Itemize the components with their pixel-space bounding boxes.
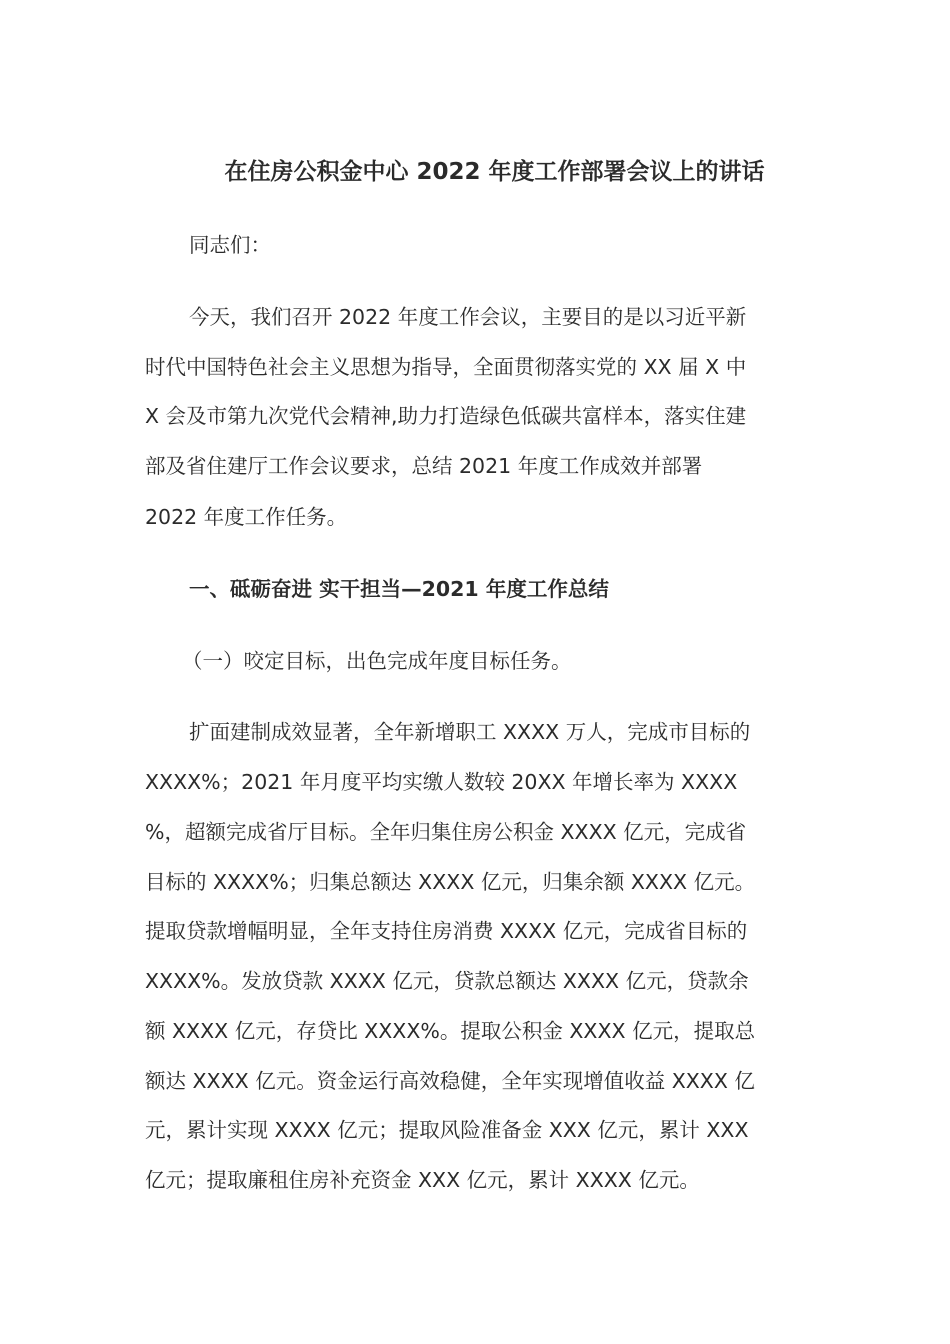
body-line: %，超额完成省厅目标。全年归集住房公积金 XXXX 亿元，完成省 bbox=[145, 820, 747, 844]
section-heading: 一、砥砺奋进 实干担当—2021 年度工作总结 bbox=[189, 577, 609, 601]
salutation: 同志们： bbox=[189, 233, 271, 257]
body-line: 额 XXXX 亿元，存贷比 XXXX%。提取公积金 XXXX 亿元，提取总 bbox=[145, 1019, 756, 1043]
body-line: 扩面建制成效显著，全年新增职工 XXXX 万人，完成市目标的 bbox=[189, 720, 751, 744]
document-title: 在住房公积金中心 2022 年度工作部署会议上的讲话 bbox=[224, 159, 765, 185]
body-line: 目标的 XXXX%；归集总额达 XXXX 亿元，归集余额 XXXX 亿元。 bbox=[145, 870, 756, 894]
body-line: 元，累计实现 XXXX 亿元；提取风险准备金 XXX 亿元，累计 XXX bbox=[145, 1118, 749, 1142]
body-line: 亿元；提取廉租住房补充资金 XXX 亿元，累计 XXXX 亿元。 bbox=[145, 1168, 700, 1192]
body-line: 提取贷款增幅明显，全年支持住房消费 XXXX 亿元，完成省目标的 bbox=[145, 919, 748, 943]
intro-line: X 会及市第九次党代会精神,助力打造绿色低碳共富样本，落实住建 bbox=[145, 404, 747, 428]
body-line: XXXX%。发放贷款 XXXX 亿元，贷款总额达 XXXX 亿元，贷款余 bbox=[145, 969, 749, 993]
body-line: XXXX%；2021 年月度平均实缴人数较 20XX 年增长率为 XXXX bbox=[145, 770, 738, 794]
intro-line: 部及省住建厅工作会议要求，总结 2021 年度工作成效并部署 bbox=[145, 454, 703, 478]
intro-line: 今天，我们召开 2022 年度工作会议，主要目的是以习近平新 bbox=[189, 305, 747, 329]
body-line: 额达 XXXX 亿元。资金运行高效稳健，全年实现增值收益 XXXX 亿 bbox=[145, 1069, 755, 1093]
intro-line: 2022 年度工作任务。 bbox=[145, 505, 348, 529]
intro-line: 时代中国特色社会主义思想为指导，全面贯彻落实党的 XX 届 X 中 bbox=[145, 355, 747, 379]
subsection-heading: （一）咬定目标，出色完成年度目标任务。 bbox=[182, 649, 572, 673]
